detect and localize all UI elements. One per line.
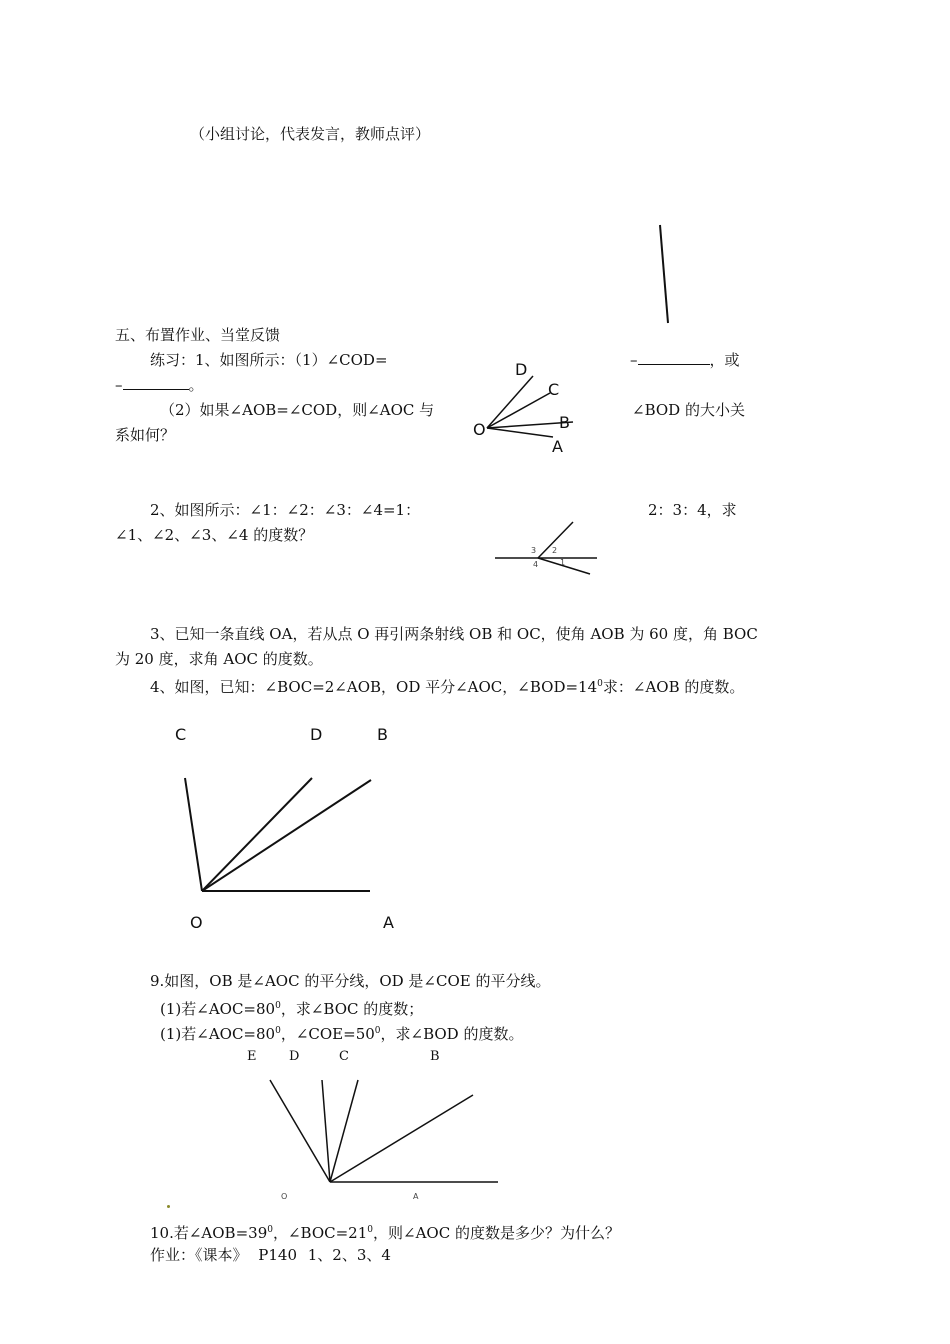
ray-ob [202, 780, 371, 891]
ex1-line2: – 。 [115, 376, 204, 394]
label-a: A [552, 437, 563, 456]
ray-oc [487, 393, 550, 428]
ex1-line1: 练习：1、如图所示：（1）∠COD= [150, 351, 388, 369]
stray-dot [167, 1205, 170, 1208]
label-o: O [473, 420, 486, 439]
figure-bisectors [240, 1040, 510, 1205]
answer-blank[interactable] [638, 350, 710, 365]
figure-angle-cod [465, 355, 585, 455]
ex2-line2: ∠1、∠2、∠3、∠4 的度数？ [115, 526, 314, 544]
figure-angle-boc [165, 720, 405, 935]
ex3-line1: 3、已知一条直线 OA，若从点 O 再引两条射线 OB 和 OC，使角 AOB 为 60 度，角 BOC [150, 625, 758, 643]
label-a: A [413, 1192, 419, 1201]
label-c: C [548, 380, 560, 399]
ex1-q2-right: ∠BOD 的大小关 [632, 401, 745, 419]
label-e: E [247, 1049, 257, 1064]
ray-od [487, 376, 533, 428]
ex4-line: 4、如图，已知：∠BOC=2∠AOB，OD 平分∠AOC，$\angle BOD=14^0$求：∠AOB 的度数。 [150, 678, 745, 696]
ex2-line1-left: 2、如图所示：∠1：∠2：∠3：∠4=1： [150, 501, 421, 519]
ex9-q2: (1)若$\angle AOC=80^0$，$\angle COE=50^0$，求∠BOD 的度数。 [160, 1025, 524, 1043]
stray-line [660, 225, 668, 323]
ex9-line1: 9.如图，OB 是∠AOC 的平分线，OD 是∠COE 的平分线。 [150, 972, 551, 990]
answer-blank[interactable] [123, 375, 189, 390]
angle-label-4: 4 [533, 560, 539, 569]
label-a: A [383, 913, 394, 932]
ex9-q1: (1)若$\angle AOC=80^0$，求∠BOC 的度数； [160, 1000, 424, 1018]
label-b: B [430, 1049, 440, 1064]
section-heading: 五、布置作业、当堂反馈 [115, 326, 281, 344]
ex3-line2: 为 20 度，求角 AOC 的度数。 [115, 650, 323, 668]
ray-od [202, 778, 312, 891]
label-c: C [175, 725, 187, 744]
discussion-note: （小组讨论，代表发言，教师点评） [190, 125, 431, 143]
angle-label-3: 3 [531, 546, 537, 555]
stray-line-figure [650, 215, 680, 330]
ray-oa [487, 428, 553, 437]
label-b: B [377, 725, 388, 744]
label-o: O [281, 1192, 288, 1201]
label-d: D [515, 360, 528, 379]
label-c: C [339, 1049, 349, 1064]
ex10-line: 10.若$\angle AOB=39^0$，$\angle BOC=21^0$，则∠AOC 的度数是多少？为什么？ [150, 1224, 620, 1242]
ex1-q2-left: （2）如果∠AOB=∠COD，则∠AOC 与 [160, 401, 435, 419]
ex1-line1-right: – ，或 [630, 351, 740, 369]
ray-ob [330, 1095, 473, 1182]
ray-oc [185, 778, 202, 891]
angle-label-2: 2 [552, 546, 558, 555]
label-o: O [190, 913, 203, 932]
ray-oe [270, 1080, 330, 1182]
angle-label-1: 1 [560, 558, 566, 567]
homework: 作业：《课本》 P140 1、2、3、4 [150, 1246, 391, 1264]
label-d: D [310, 725, 323, 744]
label-b: B [559, 413, 570, 432]
ex2-line1-right: 2：3：4，求 [648, 501, 737, 519]
ray-od [322, 1080, 330, 1182]
ex1-q2-cont: 系如何？ [115, 426, 176, 444]
figure-four-angles [490, 515, 605, 580]
label-d: D [289, 1049, 300, 1064]
